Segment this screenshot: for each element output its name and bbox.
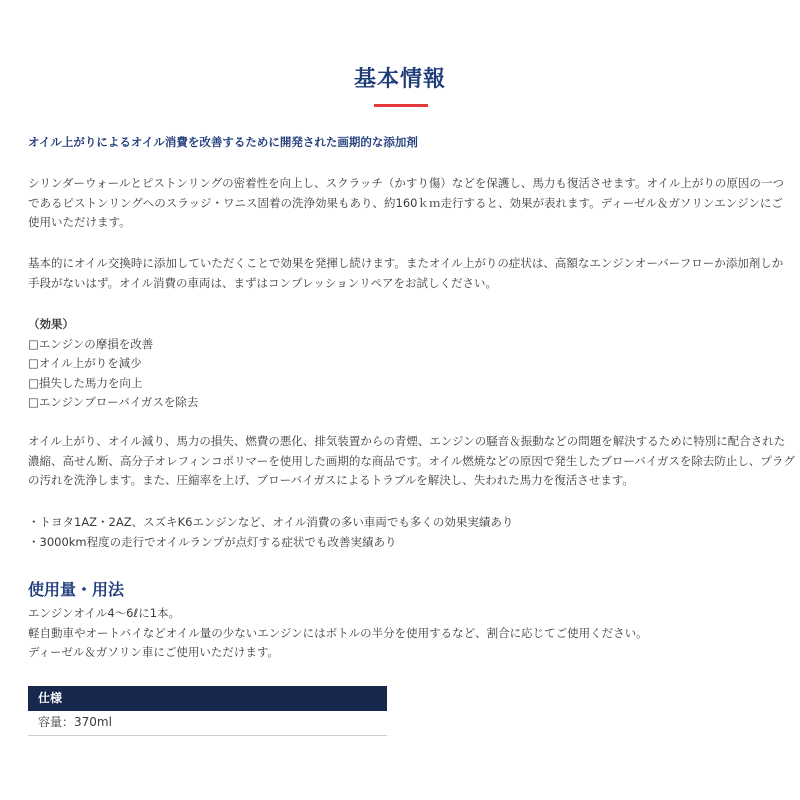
- paragraph-line: 基本的にオイル交換時に添加していただくことで効果を発揮し続けます。またオイル上がりの症状は、高額なエンジンオーバーフローか添加剤しか: [28, 256, 784, 270]
- paragraph-line: 使用いただけます。: [28, 215, 131, 229]
- title-underline: [374, 104, 428, 107]
- description-paragraph-3: [28, 432, 795, 491]
- description-paragraph-1: [28, 174, 784, 233]
- paragraph-line: の汚れを洗浄します。また、圧縮率を上げ、ブローバイガスによるトラブルを解決し、失われた馬力を復活させます。: [28, 473, 634, 487]
- usage-text: [28, 604, 778, 663]
- effects-item: □損失した馬力を向上: [28, 375, 143, 390]
- spec-table-row: 容量：370ml: [28, 711, 387, 736]
- paragraph-line: 手段がないはず。オイル消費の車両は、まずはコンプレッションリペアをお試しください。: [28, 275, 497, 290]
- lead-text: オイル上がりによるオイル消費を改善するために開発された画期的な添加剤: [28, 135, 418, 149]
- description-paragraph-2: [28, 254, 784, 293]
- results-list: [28, 513, 778, 552]
- effects-list: [28, 315, 778, 413]
- paragraph-line: シリンダーウォールとピストンリングの密着性を向上し、スクラッチ（かすり傷）などを保護し、馬力も復活させます。オイル上がりの原因の一つ: [28, 176, 784, 190]
- effects-heading: （効果）: [28, 317, 74, 331]
- list-item: ・3000km程度の走行でオイルランプが点灯する症状でも改善実績あり: [28, 534, 397, 549]
- spec-table-header: 仕様: [28, 686, 387, 711]
- list-item: ・トヨタ1AZ・2AZ、スズキK6エンジンなど、オイル消費の多い車両でも多くの効果実績あり: [28, 515, 514, 529]
- usage-line: ディーゼル＆ガソリン車にご使用いただけます。: [28, 645, 279, 659]
- paragraph-line: オイル上がり、オイル減り、馬力の損失、燃費の悪化、排気装置からの青煙、エンジンの騒音＆振動などの問題を解決するために特別に配合された: [28, 434, 786, 448]
- paragraph-line: 濃縮、高せん断、高分子オレフィンコポリマーを使用した画期的な商品です。オイル燃焼などの原因で発生したブローバイガスを除去防止し、プラグ: [28, 453, 795, 468]
- usage-line: 軽自動車やオートバイなどオイル量の少ないエンジンにはボトルの半分を使用するなど、割合に応じてご使用ください。: [28, 625, 648, 640]
- usage-line: エンジンオイル4～6ℓに1本。: [28, 606, 181, 620]
- page-title: 基本情報: [353, 67, 446, 92]
- effects-item: □エンジンブローバイガスを除去: [28, 395, 199, 409]
- effects-item: □オイル上がりを減少: [28, 356, 142, 370]
- paragraph-line: であるピストンリングへのスラッジ・ワニス固着の洗浄効果もあり、約160ｋｍ走行すると、効果が表れます。ディーゼル＆ガソリンエンジンにご: [28, 195, 783, 210]
- usage-section-title: 使用量・用法: [28, 580, 125, 599]
- effects-item: □エンジンの摩損を改善: [28, 336, 154, 351]
